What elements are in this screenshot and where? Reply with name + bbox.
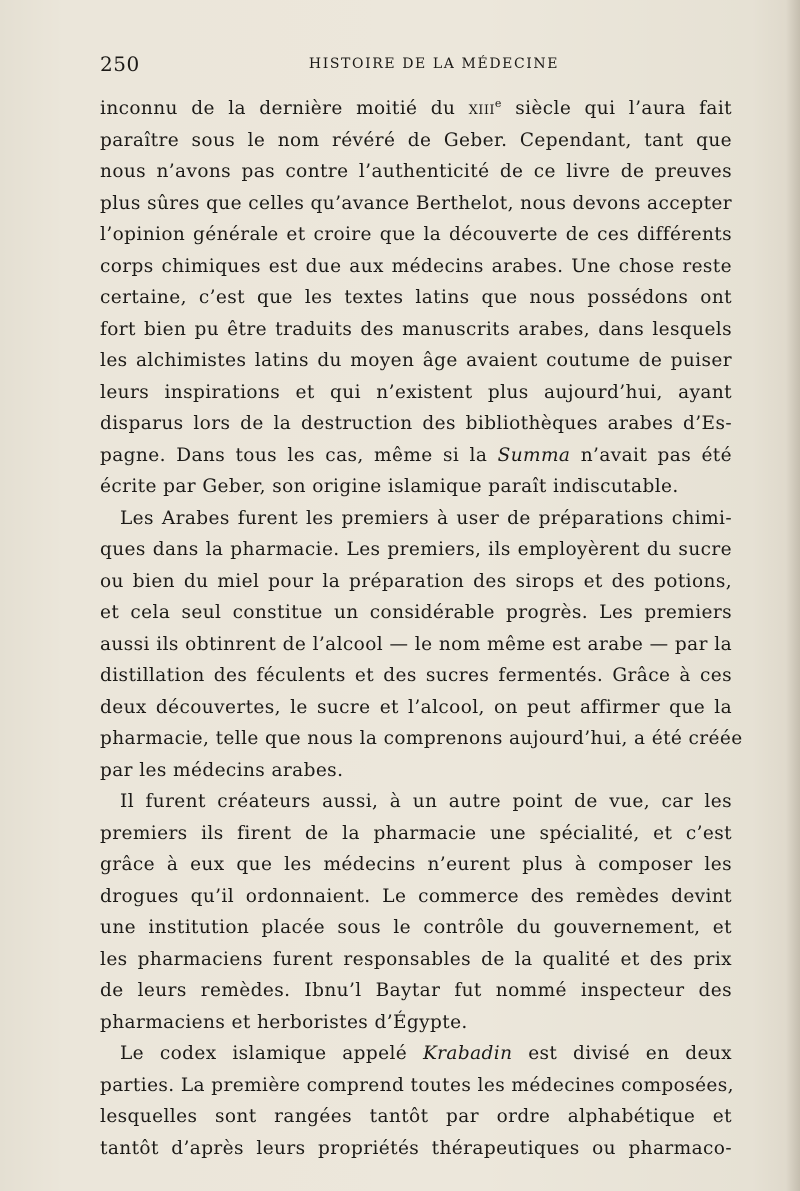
text-segment: une institution placée sous le contrôle du gouvernement, et <box>100 917 732 938</box>
text-line <box>100 566 732 598</box>
text-line <box>100 849 732 881</box>
text-segment: aussi ils obtinrent de l’alcool — le nom même est arabe — par la <box>100 633 732 655</box>
text-line <box>100 219 732 251</box>
text-segment: distillation des féculents et des sucres fermentés. Grâce à ces <box>100 665 732 686</box>
text-line <box>100 660 732 692</box>
italic-title: Krabadin <box>422 1043 513 1064</box>
text-segment: par les médecins arabes. <box>100 759 344 781</box>
text-line <box>100 282 732 314</box>
text-segment: n’avait pas été <box>570 444 732 466</box>
text-segment: ques dans la pharmacie. Les premiers, ils employèrent du sucre <box>100 539 732 560</box>
text-segment: fort bien pu être traduits des manuscrits arabes, dans lesquels <box>100 318 732 340</box>
text-line <box>100 786 732 818</box>
text-segment: parties. La première comprend toutes les médecines composées, <box>100 1074 734 1096</box>
text-segment: est divisé en deux <box>512 1043 732 1064</box>
text-segment: Les Arabes furent les premiers à user de préparations chimi- <box>120 507 732 529</box>
text-line <box>100 408 732 440</box>
text-segment: Le codex islamique appelé <box>120 1043 423 1064</box>
text-line <box>100 692 732 724</box>
text-line <box>100 1038 732 1070</box>
superscript: e <box>494 96 502 110</box>
text-line <box>100 314 732 346</box>
text-line <box>100 975 732 1007</box>
text-segment: Il furent créateurs aussi, à un autre point de vue, car les <box>120 791 732 812</box>
text-segment: leurs inspirations et qui n’existent plus aujourd’hui, ayant <box>100 381 732 403</box>
text-line <box>100 597 732 629</box>
text-line <box>100 1007 732 1039</box>
text-line <box>100 881 732 913</box>
text-segment: lesquelles sont rangées tantôt par ordre alphabétique et <box>100 1106 732 1127</box>
page-number: 250 <box>100 52 140 76</box>
text-segment: et cela seul constitue un considérable progrès. Les premiers <box>100 602 732 623</box>
text-line <box>100 93 732 125</box>
text-segment: premiers ils firent de la pharmacie une spécialité, et c’est <box>100 822 732 844</box>
text-segment: nous n’avons pas contre l’authenticité de ce livre de preuves <box>100 161 732 182</box>
text-segment: pharmacie, telle que nous la comprenons aujourd’hui, a été créée <box>100 728 743 749</box>
text-segment: les alchimistes latins du moyen âge avaient coutume de puiser <box>100 350 732 371</box>
text-line <box>100 377 732 409</box>
text-line <box>100 1133 732 1165</box>
text-segment: les pharmaciens furent responsables de la qualité et des prix <box>100 948 732 970</box>
text-segment: disparus lors de la destruction des bibliothèques arabes d’Es- <box>100 413 732 434</box>
text-line <box>100 1070 732 1102</box>
text-segment: pharmaciens et herboristes d’Égypte. <box>100 1011 468 1033</box>
text-line <box>100 818 732 850</box>
text-line <box>100 156 732 188</box>
text-segment: pagne. Dans tous les cas, même si la <box>100 444 498 466</box>
text-segment: corps chimiques est due aux médecins arabes. Une chose reste <box>100 255 732 277</box>
text-segment: de leurs remèdes. Ibnu’l Baytar fut nommé inspecteur des <box>100 980 732 1001</box>
running-head: HISTOIRE DE LA MÉDECINE <box>308 56 560 72</box>
text-line <box>100 440 732 472</box>
text-line <box>100 723 743 755</box>
text-line <box>100 944 732 976</box>
page-edge-shadow <box>786 0 800 1191</box>
text-segment: tantôt d’après leurs propriétés thérapeutiques ou pharmaco- <box>100 1137 732 1159</box>
text-line <box>100 188 732 220</box>
text-line <box>100 125 732 157</box>
text-segment: certaine, c’est que les textes latins que nous possédons ont <box>100 287 732 308</box>
roman-numeral: xiii <box>468 98 495 119</box>
text-line <box>100 912 732 944</box>
text-line <box>100 629 732 661</box>
text-line <box>100 503 732 535</box>
text-segment: paraître sous le nom révéré de Geber. Cependant, tant que <box>100 129 732 151</box>
italic-title: Summa <box>497 444 571 466</box>
text-segment: l’opinion générale et croire que la découverte de ces différents <box>100 224 732 245</box>
text-segment: inconnu de la dernière moitié du <box>100 98 469 119</box>
body-text <box>100 93 743 1164</box>
text-line <box>100 471 732 503</box>
text-line <box>100 534 732 566</box>
text-segment: ou bien du miel pour la préparation des sirops et des potions, <box>100 570 732 592</box>
text-segment: grâce à eux que les médecins n’eurent plus à composer les <box>100 854 732 875</box>
page-header <box>100 52 730 82</box>
text-segment: écrite par Geber, son origine islamique paraît indiscutable. <box>100 476 679 497</box>
text-line <box>100 1101 732 1133</box>
text-segment: deux découvertes, le sucre et l’alcool, on peut affirmer que la <box>100 696 732 718</box>
text-line <box>100 345 732 377</box>
text-segment: plus sûres que celles qu’avance Berthelot, nous devons accepter <box>100 192 732 214</box>
text-line <box>100 755 732 787</box>
text-segment: drogues qu’il ordonnaient. Le commerce des remèdes devint <box>100 885 732 907</box>
text-line <box>100 251 732 283</box>
text-segment: siècle qui l’aura fait <box>501 98 732 119</box>
